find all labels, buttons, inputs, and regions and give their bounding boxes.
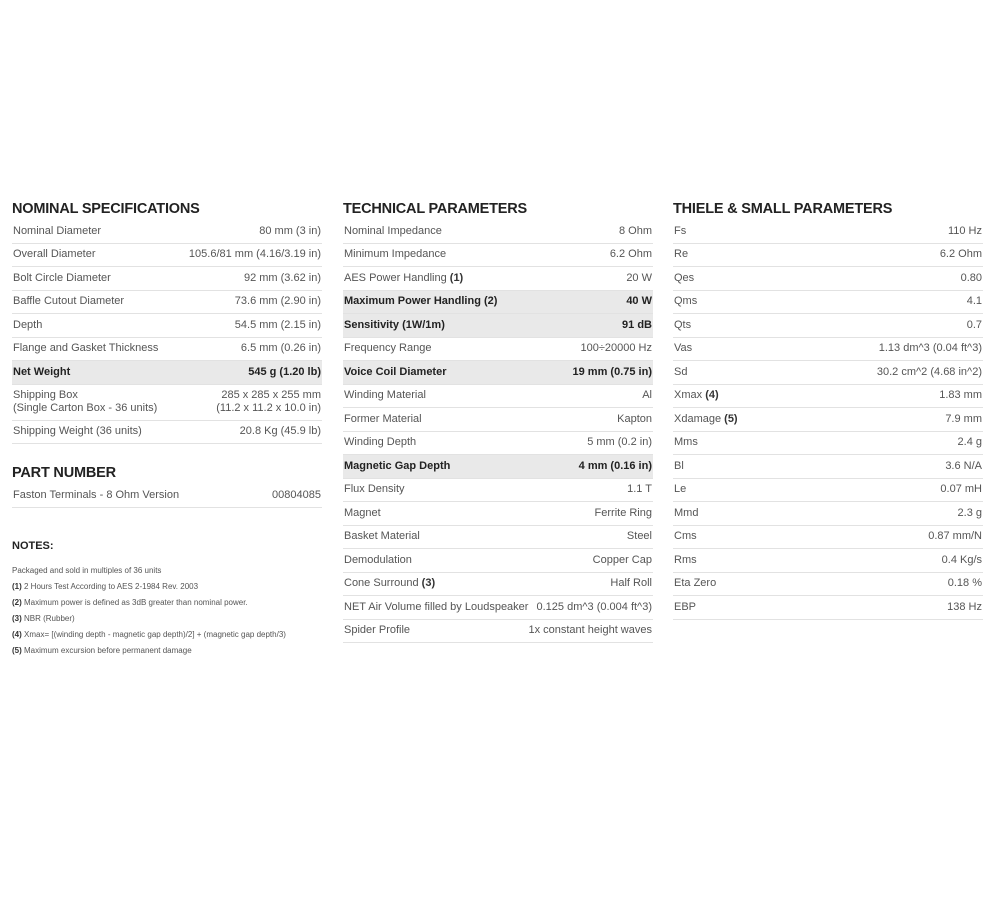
row-label: Sensitivity (1W/1m) (344, 318, 445, 331)
row-label: Nominal Impedance (344, 224, 442, 237)
row-label (674, 389, 719, 402)
table-row (343, 432, 653, 456)
row-value: 138 Hz (947, 600, 982, 613)
row-value: 105.6/81 mm (4.16/3.19 in) (188, 248, 321, 261)
row-value: 91 dB (622, 318, 652, 331)
table-row (12, 314, 322, 338)
row-label (13, 389, 157, 415)
row-value: Steel (626, 530, 652, 543)
row-value-line1: 285 x 285 x 255 mm (221, 389, 321, 401)
row-value: 110 Hz (947, 224, 982, 237)
note-line (12, 643, 322, 659)
table-row-highlighted (343, 314, 653, 338)
row-label: Bolt Circle Diameter (13, 271, 111, 284)
row-value: 0.07 mH (940, 483, 982, 496)
table-row (673, 596, 983, 620)
row-label: Eta Zero (674, 577, 717, 590)
row-value: 4 mm (0.16 in) (578, 459, 652, 472)
row-label: Basket Material (344, 530, 420, 543)
row-value: 1.83 mm (939, 389, 982, 402)
row-label: Baffle Cutout Diameter (13, 295, 125, 308)
table-row (12, 291, 322, 315)
note-line (12, 611, 322, 627)
row-label: Mms (674, 436, 698, 449)
thiele-title: THIELE & SMALL PARAMETERS (673, 201, 893, 217)
table-row (673, 573, 983, 597)
note-number: (4) (12, 629, 22, 639)
row-value: 1x constant height waves (528, 624, 652, 637)
row-value-line2: (11.2 x 11.2 x 10.0 in) (216, 402, 321, 414)
table-row (12, 267, 322, 291)
note-number: (3) (12, 613, 22, 623)
table-row (673, 291, 983, 315)
row-label: Winding Material (344, 389, 426, 402)
table-row (673, 408, 983, 432)
table-row (343, 220, 653, 244)
row-label: Voice Coil Diameter (344, 365, 447, 378)
row-label: Net Weight (13, 365, 71, 378)
table-row (12, 484, 322, 508)
row-value: Ferrite Ring (594, 506, 652, 519)
row-label: Maximum Power Handling (2) (344, 295, 498, 308)
note-number: (5) (12, 645, 22, 655)
table-row (343, 596, 653, 620)
table-row (673, 338, 983, 362)
footnote-ref: (1) (449, 271, 464, 284)
row-label: Former Material (344, 412, 422, 425)
note-line (12, 579, 322, 595)
row-value: 54.5 mm (2.15 in) (234, 318, 321, 331)
technical-title: TECHNICAL PARAMETERS (343, 201, 527, 217)
table-row-highlighted (343, 361, 653, 385)
row-value: 545 g (1.20 lb) (248, 365, 321, 378)
row-label-text: Xmax (674, 389, 706, 402)
row-value: 0.18 % (947, 577, 982, 590)
row-value: 7.9 mm (945, 412, 982, 425)
note-number: (2) (12, 597, 22, 607)
row-value: 4.1 (966, 295, 982, 308)
row-value: 00804085 (272, 488, 321, 501)
row-label: NET Air Volume filled by Loudspeaker (344, 600, 529, 613)
table-row (673, 549, 983, 573)
row-label: Depth (13, 318, 43, 331)
note-text: NBR (Rubber) (21, 613, 75, 623)
table-row (673, 314, 983, 338)
table-row (343, 549, 653, 573)
row-label: Qts (674, 318, 692, 331)
nominal-title: NOMINAL SPECIFICATIONS (12, 201, 200, 217)
row-value: 92 mm (3.62 in) (243, 271, 321, 284)
table-row (343, 620, 653, 644)
table-row (673, 361, 983, 385)
row-value: 5 mm (0.2 in) (587, 436, 652, 449)
table-row (343, 479, 653, 503)
notes-list (12, 563, 322, 659)
row-value (216, 389, 321, 415)
table-row (343, 502, 653, 526)
table-row (673, 502, 983, 526)
row-value: 0.125 dm^3 (0.004 ft^3) (536, 600, 652, 613)
row-value: 0.7 (966, 318, 982, 331)
row-value: 40 W (626, 295, 652, 308)
row-label: Qms (674, 295, 698, 308)
row-value: 6.2 Ohm (939, 248, 982, 261)
row-label: Faston Terminals - 8 Ohm Version (13, 488, 180, 501)
row-label-line1: Shipping Box (13, 389, 78, 401)
table-row-highlighted (12, 361, 322, 385)
footnote-ref: (4) (705, 389, 719, 402)
row-value: 0.87 mm/N (928, 530, 982, 543)
table-row-highlighted (343, 455, 653, 479)
table-row (12, 244, 322, 268)
notes-title: NOTES: (12, 539, 54, 552)
row-value: 73.6 mm (2.90 in) (234, 295, 321, 308)
row-label: Mmd (674, 506, 699, 519)
table-row (673, 479, 983, 503)
footnote-ref: (3) (421, 577, 436, 590)
row-value: Al (642, 389, 652, 402)
row-label-line2: (Single Carton Box - 36 units) (13, 402, 158, 414)
row-label: Re (674, 248, 689, 261)
row-label: Magnet (344, 506, 381, 519)
row-value: 6.2 Ohm (609, 248, 652, 261)
row-label: Winding Depth (344, 436, 417, 449)
row-label: Nominal Diameter (13, 224, 102, 237)
table-row (343, 408, 653, 432)
row-value: 30.2 cm^2 (4.68 in^2) (876, 365, 982, 378)
row-value: 3.6 N/A (945, 459, 982, 472)
table-row (12, 220, 322, 244)
table-row (12, 421, 322, 445)
row-value: 1.13 dm^3 (0.04 ft^3) (878, 342, 982, 355)
row-label (344, 272, 463, 285)
row-label-text: Xdamage (674, 412, 725, 425)
column-thiele-small (673, 200, 983, 620)
table-row-highlighted (343, 291, 653, 315)
table-row (673, 244, 983, 268)
footnote-ref: (5) (724, 412, 738, 425)
column-nominal (12, 200, 322, 659)
thiele-table (673, 220, 983, 620)
row-label: Minimum Impedance (344, 248, 447, 261)
row-label: Shipping Weight (36 units) (13, 425, 142, 438)
row-label: Flange and Gasket Thickness (13, 342, 159, 355)
row-value: 0.4 Kg/s (941, 553, 982, 566)
table-row (12, 385, 322, 421)
row-label: Vas (674, 342, 693, 355)
row-label (674, 413, 738, 426)
row-value: 20.8 Kg (45.9 lb) (239, 425, 321, 438)
table-row (343, 338, 653, 362)
row-label: Qes (674, 271, 695, 284)
row-label: Rms (674, 553, 697, 566)
row-value: 2.4 g (957, 436, 982, 449)
row-value: 1.1 T (627, 483, 652, 496)
table-row (673, 526, 983, 550)
table-row (343, 244, 653, 268)
row-label: Magnetic Gap Depth (344, 459, 451, 472)
row-label: Le (674, 483, 687, 496)
row-label (344, 577, 435, 590)
row-value: Kapton (617, 412, 652, 425)
table-row (673, 267, 983, 291)
table-row (343, 526, 653, 550)
row-label: Overall Diameter (13, 248, 96, 261)
row-value: 2.3 g (957, 506, 982, 519)
row-label: Frequency Range (344, 342, 432, 355)
table-row (343, 385, 653, 409)
table-row (343, 573, 653, 597)
row-label: Sd (674, 365, 688, 378)
note-text: Maximum power is defined as 3dB greater than nominal power. (21, 597, 248, 607)
row-value: Copper Cap (592, 553, 652, 566)
row-label: Demodulation (344, 553, 412, 566)
note-text: 2 Hours Test According to AES 2-1984 Rev. 2003 (21, 581, 199, 591)
row-label-text: AES Power Handling (344, 271, 450, 284)
row-value: 19 mm (0.75 in) (572, 365, 652, 378)
table-row (673, 385, 983, 409)
row-label: Cms (674, 530, 697, 543)
part-number-section (12, 464, 322, 508)
table-row (673, 455, 983, 479)
row-label: Flux Density (344, 483, 405, 496)
table-row (673, 220, 983, 244)
note-number: (1) (12, 581, 22, 591)
note-text: Maximum excursion before permanent damage (21, 645, 192, 655)
part-number-title: PART NUMBER (12, 465, 116, 481)
table-row (673, 432, 983, 456)
row-label-text: Cone Surround (344, 577, 422, 590)
row-label: Spider Profile (344, 624, 411, 637)
technical-table (343, 220, 653, 643)
row-value: 100÷20000 Hz (580, 342, 652, 355)
note-line: Packaged and sold in multiples of 36 units (12, 565, 162, 575)
note-line (12, 627, 322, 643)
row-label: Bl (674, 459, 684, 472)
row-value: 0.80 (960, 271, 982, 284)
row-value: 80 mm (3 in) (259, 224, 321, 237)
note-text: Xmax= [(winding depth - magnetic gap depth)/2] + (magnetic gap depth/3) (21, 629, 286, 639)
table-row (343, 267, 653, 291)
row-label: Fs (674, 224, 687, 237)
row-value: 20 W (626, 271, 652, 284)
row-value: 6.5 mm (0.26 in) (240, 342, 321, 355)
row-label: EBP (674, 600, 697, 613)
table-row (12, 338, 322, 362)
column-technical (343, 200, 653, 643)
row-value: Half Roll (610, 577, 652, 590)
row-value: 8 Ohm (618, 224, 652, 237)
note-line (12, 595, 322, 611)
nominal-table (12, 220, 322, 444)
